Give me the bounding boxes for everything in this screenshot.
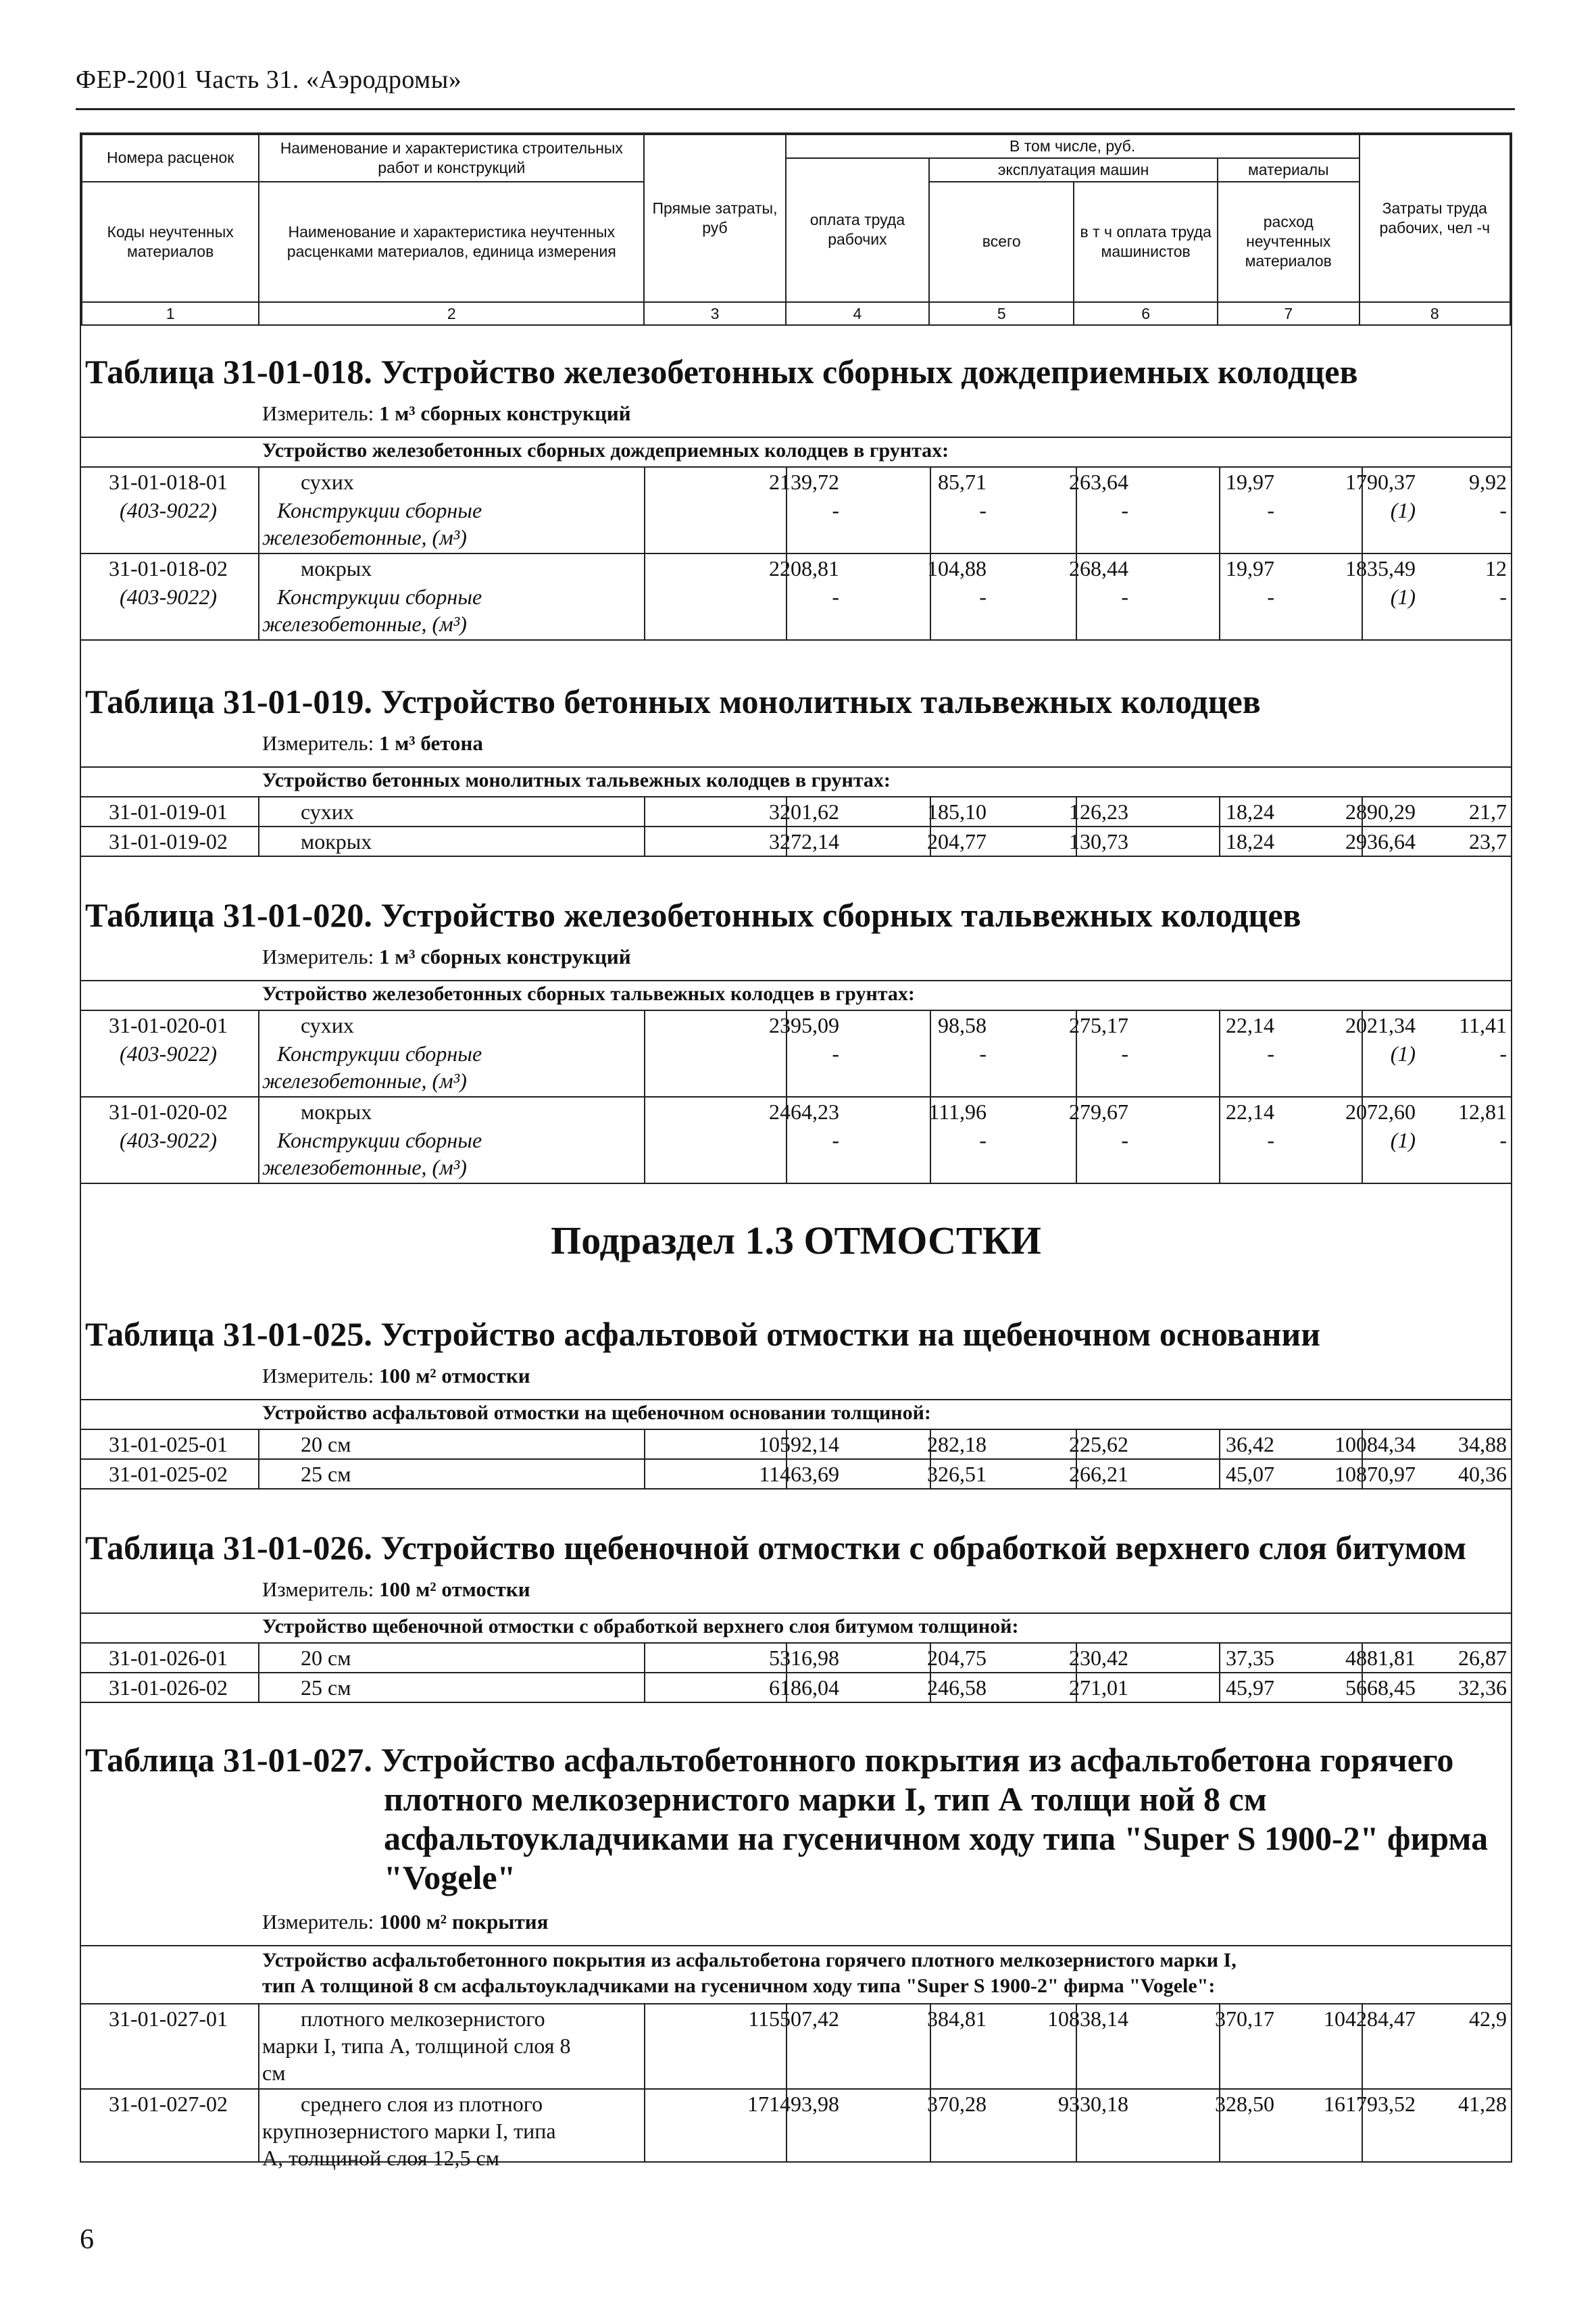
table-018-title: Таблица 31-01-018. Устройство железобетонных сборных дождеприемных колодцев <box>85 353 1358 391</box>
table-020-group: Устройство железобетонных сборных тальвежных колодцев в грунтах: <box>262 983 915 1005</box>
table-020-measure: Измеритель: 1 м³ сборных конструкций <box>262 945 631 968</box>
table-019-title: Таблица 31-01-019. Устройство бетонных монолитных тальвежных колодцев <box>85 683 1261 720</box>
running-title: ФЕР-2001 Часть 31. «Аэродромы» <box>76 66 462 94</box>
header-num-7: 7 <box>1218 302 1360 326</box>
header-machines: эксплуатация машин <box>929 158 1218 182</box>
header-num-1: 1 <box>82 302 259 326</box>
header-col4: оплата труда рабочих <box>786 158 929 302</box>
document-page: Номера расценок Наименование и характеристика строительных работ и конструкций Прямые затраты, руб В том числе, руб. Затраты труда рабочих, чел -ч оплата труда рабочих эксплуатация машин материалы Коды неучтенных материалов Наименование и характеристика неучтенных расценками материалов, единица измерения всего в т ч оплата труда машинистов расход неучтенных материалов 1 2 3 4 5 6 7 8 Таблица 31-01-018. Устройство железобетонных сборных дождеприемных колодцев Измеритель: 1 м³ сборных конструкций Устройство железобетонных сборных дождеприемных колодцев в грунтах: 31-01-018-01 сухих 2139,72 85,71 263,64 19,97 1790,37 9,92 (403-9022) Конструкции сборные - - - - (1) - железобетонные, (м³) 31-01-018-02 мокрых 2208,81 104,88 268,44 19,97 1835,49 12 (403-9022) Конструкции сборные - - - - (1) - железобетонные, (м³) Таблица 31-01-019. Устройство бетонных монолитных тальвежных колодцев Измеритель: 1 м³ бетона Устройство бетонных монолитных тальвежных колодцев в грунтах: 31-01-019-01 сухих 3201,62 185,10 126,23 18,24 2890,29 21,7 31-01-019-02 мокрых 3272,14 204,77 130,73 18,24 2936,64 23,7 Таблица 31-01-020. Устройство железобетонных сборных тальвежных колодцев Измеритель: 1 м³ сборных конструкций Устройство железобетонных сборных тальвежных колодцев в грунтах: 31-01-020-01 сухих 2395,09 98,58 275,17 22,14 2021,34 11,41 (403-9022) Конструкции сборные - - - - (1) - железобетонные, (м³) 31-01-020-02 мокрых 2464,23 111,96 279,67 22,14 2072,60 12,81 (403-9022) Конструкции сборные - - - - (1) - железобетонные, (м³) Подраздел 1.3 ОТМОСТКИ Таблица 31-01-025. Устройство асфальтовой отмостки на щебеночном основании Измеритель: 100 м² отмостки Устройство асфальтовой отмостки на щебеночном основании толщиной: 31-01-025-01 20 см 10592,14 282,18 225,62 36,42 10084,34 34,88 31-01-025-02 25 см 11463,69 326,51 266,21 45,07 10870,97 40,36 Таблица 31-01-026. Устройство щебеночной отмостки с обработкой верхнего слоя битумом Измеритель: 100 м² отмостки Устройство щебеночной отмостки с обработкой верхнего слоя битумом толщиной: 31-01-026-01 20 см 5316,98 204,75 230,42 37,35 4881,81 26,87 31-01-026-02 25 см 6186,04 246,58 271,01 45,97 5668,45 32,36 Таблица 31-01-027. Устройство асфальтобетонного покрытия из асфальтобетона горячего плотного мелкозернистого марки I, тип А толщи ной 8 см асфальтоукладчиками на гусеничном ходу типа "Super S 1900-2" фирма "Vogele" Измеритель: 1000 м² покрытия Устройство асфальтобетонного покрытия из асфальтобетона горячего плотного мелкозернистого марки I, тип А толщиной 8 см асфальтоукладчиками на гусеничном ходу типа "Super S 1900-2" фирма "Vogele": 31-01-027-01 плотного мелкозернистого 115507,42 384,81 10838,14 370,17 104284,47 42,9 марки I, типа А, толщиной слоя 8 см 31-01-027-02 среднего слоя из плотного 171493,98 370,28 9330,18 328,50 161793,52 41,28 крупнозернистого марки I, типа А, толщиной слоя 12,5 см <box>80 132 1512 2163</box>
table-020-title: Таблица 31-01-020. Устройство железобетонных сборных тальвежных колодцев <box>85 896 1301 934</box>
header-num-2: 2 <box>259 302 644 326</box>
table-027-measure: Измеритель: 1000 м² покрытия <box>262 1910 549 1934</box>
table-025-measure: Измеритель: 100 м² отмостки <box>262 1364 530 1387</box>
header-col7: расход неучтенных материалов <box>1218 182 1360 302</box>
header-col5: всего <box>929 182 1074 302</box>
table-019-measure: Измеритель: 1 м³ бетона <box>262 731 483 755</box>
header-col2b: Наименование и характеристика неучтенных расценками материалов, единица измерения <box>259 182 644 302</box>
header-num-6: 6 <box>1074 302 1218 326</box>
header-materials: материалы <box>1218 158 1360 182</box>
table-026-measure: Измеритель: 100 м² отмостки <box>262 1577 530 1601</box>
column-header-table <box>81 134 1511 326</box>
header-col8: Затраты труда рабочих, чел -ч <box>1360 134 1510 302</box>
table-018-group: Устройство железобетонных сборных дождеприемных колодцев в грунтах: <box>262 439 949 462</box>
header-col6: в т ч оплата труда машинистов <box>1074 182 1218 302</box>
table-026-group: Устройство щебеночной отмостки с обработкой верхнего слоя битумом толщиной: <box>262 1615 1019 1638</box>
table-026-title: Таблица 31-01-026. Устройство щебеночной отмостки с обработкой верхнего слоя битумом <box>85 1529 1467 1567</box>
header-col1a: Номера расценок <box>82 134 259 182</box>
header-num-3: 3 <box>644 302 785 326</box>
page-number: 6 <box>80 2224 94 2255</box>
table-027-group: Устройство асфальтобетонного покрытия из асфальтобетона горячего плотного мелкозернистого марки I, <box>262 1949 1237 1971</box>
table-018-measure: Измеритель: 1 м³ сборных конструкций <box>262 401 631 425</box>
header-rule <box>76 108 1515 110</box>
header-col1b: Коды неучтенных материалов <box>82 182 259 302</box>
header-col3: Прямые затраты, руб <box>644 134 785 302</box>
header-num-4: 4 <box>786 302 929 326</box>
table-027-title: Таблица 31-01-027. Устройство асфальтобетонного покрытия из асфальтобетона горячего <box>85 1741 1454 1779</box>
table-025-group: Устройство асфальтовой отмостки на щебеночном основании толщиной: <box>262 1402 931 1424</box>
header-col2a: Наименование и характеристика строительных работ и конструкций <box>259 134 644 182</box>
header-group: В том числе, руб. <box>786 134 1360 158</box>
table-025-title: Таблица 31-01-025. Устройство асфальтовой отмостки на щебеночном основании <box>85 1315 1321 1353</box>
header-num-8: 8 <box>1360 302 1510 326</box>
subsection-title: Подраздел 1.3 ОТМОСТКИ <box>551 1218 1041 1262</box>
table-019-group: Устройство бетонных монолитных тальвежных колодцев в грунтах: <box>262 769 891 791</box>
header-num-5: 5 <box>929 302 1074 326</box>
